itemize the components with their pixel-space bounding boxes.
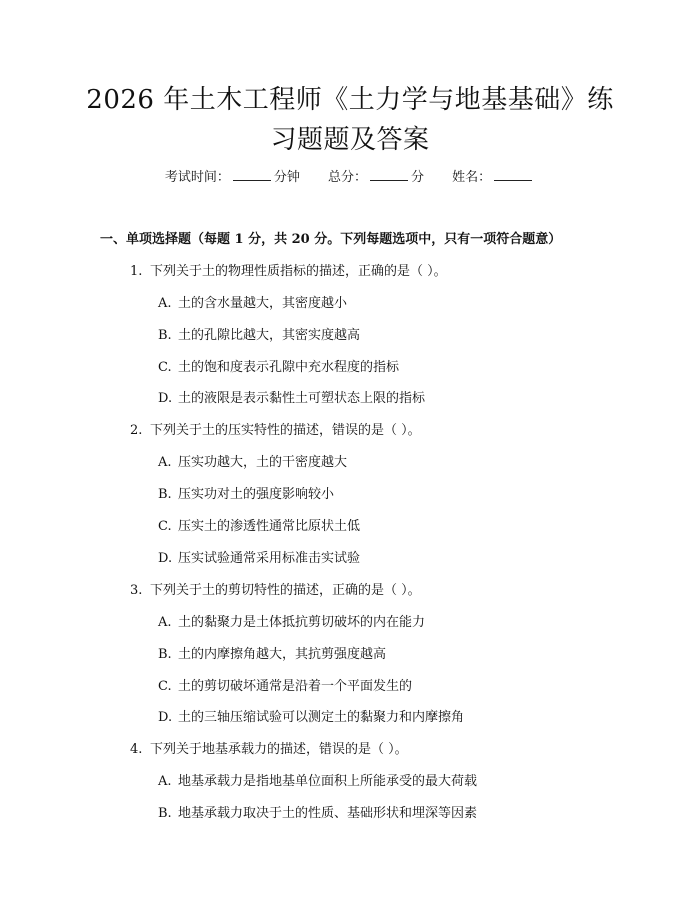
option-text: 压实试验通常采用标准击实试验 — [178, 551, 361, 566]
option-2a — [158, 453, 347, 473]
option-1a — [158, 294, 347, 314]
option-text: 地基承载力是指地基单位面积上所能承受的最大荷载 — [178, 774, 478, 789]
option-letter: A. — [158, 615, 172, 630]
question-number: 3. — [130, 583, 143, 598]
option-letter: C. — [158, 519, 172, 534]
question-text: 下列关于地基承载力的描述，错误的是（ ）。 — [150, 742, 408, 757]
option-3b — [158, 645, 386, 665]
option-text: 压实功对土的强度影响较小 — [178, 487, 335, 502]
option-letter: D. — [158, 551, 173, 566]
student-name — [452, 170, 535, 185]
total-score-blank — [370, 168, 408, 181]
option-text: 土的含水量越大，其密度越小 — [178, 296, 348, 311]
exam-time-unit: 分钟 — [273, 170, 300, 185]
option-text: 土的三轴压缩试验可以测定土的黏聚力和内摩擦角 — [178, 710, 465, 725]
option-text: 地基承载力取决于土的性质、基础形状和埋深等因素 — [178, 806, 478, 821]
total-score — [328, 170, 428, 185]
option-letter: B. — [158, 328, 172, 343]
question-text: 下列关于土的物理性质指标的描述，正确的是（ ）。 — [150, 264, 447, 279]
title-line-2: 习题题及答案 — [270, 125, 430, 155]
question-2 — [130, 421, 421, 441]
option-4b — [158, 804, 477, 824]
exam-info-line — [0, 168, 700, 188]
option-letter: A. — [158, 455, 172, 470]
option-text: 土的液限是表示黏性土可塑状态上限的指标 — [178, 391, 426, 406]
option-2b — [158, 485, 334, 505]
option-2c — [158, 517, 360, 537]
option-letter: C. — [158, 679, 172, 694]
question-3 — [130, 581, 421, 601]
question-text: 下列关于土的剪切特性的描述，正确的是（ ）。 — [150, 583, 421, 598]
option-3c — [158, 677, 412, 697]
total-score-label: 总分： — [327, 170, 367, 185]
option-text: 压实土的渗透性通常比原状土低 — [178, 519, 361, 534]
document-title — [70, 80, 630, 160]
option-3a — [158, 613, 425, 633]
option-text: 土的黏聚力是土体抵抗剪切破坏的内在能力 — [178, 615, 426, 630]
option-1d — [158, 389, 425, 409]
option-text: 土的饱和度表示孔隙中充水程度的指标 — [178, 360, 400, 375]
exam-time-blank — [233, 168, 271, 181]
option-letter: D. — [158, 391, 173, 406]
exam-time-label: 考试时间： — [164, 170, 230, 185]
question-number: 4. — [130, 742, 143, 757]
question-number: 1. — [130, 264, 143, 279]
student-name-blank — [494, 168, 532, 181]
section-heading: 一、单项选择题（每题 1 分，共 20 分。下列每题选项中，只有一项符合题意） — [100, 232, 562, 247]
option-4a — [158, 772, 477, 792]
student-name-label: 姓名： — [452, 170, 492, 185]
question-4 — [130, 740, 408, 760]
exam-time — [165, 170, 304, 185]
option-letter: C. — [158, 360, 172, 375]
option-letter: A. — [158, 296, 172, 311]
total-score-unit: 分 — [411, 170, 425, 185]
option-3d — [158, 708, 464, 728]
question-1 — [130, 262, 447, 282]
option-letter: B. — [158, 487, 172, 502]
option-text: 土的剪切破坏通常是沿着一个平面发生的 — [178, 679, 413, 694]
option-text: 土的孔隙比越大，其密实度越高 — [178, 328, 361, 343]
question-number: 2. — [130, 423, 143, 438]
option-letter: B. — [158, 647, 172, 662]
option-1b — [158, 326, 360, 346]
option-letter: D. — [158, 710, 173, 725]
option-text: 土的内摩擦角越大，其抗剪强度越高 — [178, 647, 387, 662]
option-2d — [158, 549, 360, 569]
title-line-1: 2026 年土木工程师《土力学与地基基础》练 — [86, 85, 614, 115]
option-text: 压实功越大，土的干密度越大 — [178, 455, 348, 470]
question-text: 下列关于土的压实特性的描述，错误的是（ ）。 — [150, 423, 421, 438]
option-letter: A. — [158, 774, 172, 789]
option-1c — [158, 358, 399, 378]
option-letter: B. — [158, 806, 172, 821]
